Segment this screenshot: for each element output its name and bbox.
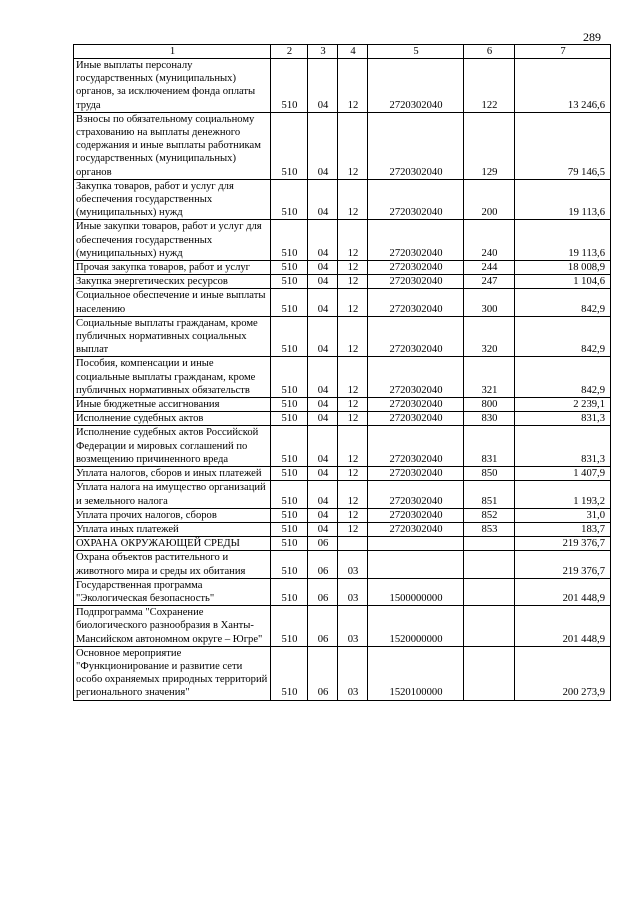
table-row <box>74 522 611 536</box>
cell-rz: 06 <box>308 578 338 605</box>
table-row <box>74 467 611 481</box>
cell-name: Государственная программа "Экологическая безопасность" <box>74 578 271 605</box>
cell-rz: 04 <box>308 481 338 508</box>
cell-csr: 2720302040 <box>368 220 464 261</box>
cell-pr: 12 <box>338 508 368 522</box>
table-row <box>74 357 611 398</box>
table-row <box>74 112 611 179</box>
cell-pr: 12 <box>338 357 368 398</box>
col-header-grbs: 2 <box>271 45 308 59</box>
cell-vr: 247 <box>464 275 515 289</box>
cell-vr: 851 <box>464 481 515 508</box>
cell-vr: 831 <box>464 426 515 467</box>
cell-name: ОХРАНА ОКРУЖАЮЩЕЙ СРЕДЫ <box>74 537 271 551</box>
cell-pr: 12 <box>338 179 368 220</box>
cell-csr: 2720302040 <box>368 398 464 412</box>
cell-vr <box>464 537 515 551</box>
cell-pr: 12 <box>338 522 368 536</box>
cell-rz: 04 <box>308 220 338 261</box>
table-row <box>74 606 611 647</box>
cell-sum: 19 113,6 <box>515 179 611 220</box>
cell-vr <box>464 551 515 578</box>
cell-name: Уплата иных платежей <box>74 522 271 536</box>
cell-grbs: 510 <box>271 59 308 113</box>
cell-vr: 850 <box>464 467 515 481</box>
cell-grbs: 510 <box>271 398 308 412</box>
cell-name: Социальное обеспечение и иные выплаты населению <box>74 289 271 316</box>
cell-sum: 831,3 <box>515 426 611 467</box>
table-row <box>74 537 611 551</box>
table-row <box>74 551 611 578</box>
cell-vr: 240 <box>464 220 515 261</box>
cell-rz: 04 <box>308 316 338 357</box>
cell-sum: 1 193,2 <box>515 481 611 508</box>
cell-rz: 06 <box>308 646 338 700</box>
cell-name: Уплата налога на имущество организаций и земельного налога <box>74 481 271 508</box>
cell-pr: 03 <box>338 578 368 605</box>
cell-name: Охрана объектов растительного и животного мира и среды их обитания <box>74 551 271 578</box>
cell-grbs: 510 <box>271 481 308 508</box>
cell-sum: 201 448,9 <box>515 578 611 605</box>
col-header-rz: 3 <box>308 45 338 59</box>
cell-pr: 12 <box>338 316 368 357</box>
cell-rz: 06 <box>308 606 338 647</box>
cell-csr: 2720302040 <box>368 426 464 467</box>
cell-name: Уплата налогов, сборов и иных платежей <box>74 467 271 481</box>
cell-name: Подпрограмма "Сохранение биологического разнообразия в Ханты-Мансийском автономном округе – Югре" <box>74 606 271 647</box>
cell-rz: 04 <box>308 398 338 412</box>
cell-name: Взносы по обязательному социальному страхованию на выплаты денежного содержания и иные выплаты работникам государственных (муниципальных) органов <box>74 112 271 179</box>
cell-pr: 12 <box>338 398 368 412</box>
cell-rz: 04 <box>308 275 338 289</box>
cell-rz: 06 <box>308 551 338 578</box>
cell-grbs: 510 <box>271 551 308 578</box>
cell-csr <box>368 551 464 578</box>
cell-grbs: 510 <box>271 112 308 179</box>
cell-name: Социальные выплаты гражданам, кроме публичных нормативных социальных выплат <box>74 316 271 357</box>
cell-name: Основное мероприятие "Функционирование и развитие сети особо охраняемых природных территорий регионального значения" <box>74 646 271 700</box>
cell-rz: 04 <box>308 179 338 220</box>
cell-grbs: 510 <box>271 289 308 316</box>
cell-grbs: 510 <box>271 261 308 275</box>
cell-vr: 321 <box>464 357 515 398</box>
cell-csr <box>368 537 464 551</box>
cell-vr: 300 <box>464 289 515 316</box>
cell-sum: 2 239,1 <box>515 398 611 412</box>
cell-sum: 219 376,7 <box>515 537 611 551</box>
cell-vr: 830 <box>464 412 515 426</box>
table-row <box>74 426 611 467</box>
cell-sum: 831,3 <box>515 412 611 426</box>
cell-csr: 2720302040 <box>368 412 464 426</box>
cell-grbs: 510 <box>271 357 308 398</box>
cell-sum: 1 104,6 <box>515 275 611 289</box>
cell-csr: 1520000000 <box>368 606 464 647</box>
cell-pr: 12 <box>338 426 368 467</box>
cell-name: Закупка энергетических ресурсов <box>74 275 271 289</box>
cell-csr: 2720302040 <box>368 112 464 179</box>
cell-pr: 12 <box>338 467 368 481</box>
table-row <box>74 179 611 220</box>
cell-name: Иные закупки товаров, работ и услуг для обеспечения государственных (муниципальных) нужд <box>74 220 271 261</box>
table-row <box>74 220 611 261</box>
cell-csr: 2720302040 <box>368 467 464 481</box>
cell-grbs: 510 <box>271 467 308 481</box>
cell-sum: 31,0 <box>515 508 611 522</box>
cell-pr: 03 <box>338 551 368 578</box>
cell-rz: 04 <box>308 59 338 113</box>
col-header-pr: 4 <box>338 45 368 59</box>
cell-pr: 12 <box>338 275 368 289</box>
cell-grbs: 510 <box>271 179 308 220</box>
cell-vr: 244 <box>464 261 515 275</box>
table-row <box>74 646 611 700</box>
cell-pr: 03 <box>338 606 368 647</box>
cell-rz: 04 <box>308 412 338 426</box>
cell-pr: 12 <box>338 261 368 275</box>
cell-vr <box>464 646 515 700</box>
cell-rz: 06 <box>308 537 338 551</box>
cell-grbs: 510 <box>271 537 308 551</box>
cell-pr: 12 <box>338 289 368 316</box>
cell-rz: 04 <box>308 522 338 536</box>
col-header-vr: 6 <box>464 45 515 59</box>
cell-sum: 842,9 <box>515 316 611 357</box>
cell-grbs: 510 <box>271 508 308 522</box>
page-number: 289 <box>583 30 601 44</box>
cell-grbs: 510 <box>271 426 308 467</box>
cell-csr: 2720302040 <box>368 357 464 398</box>
cell-sum: 219 376,7 <box>515 551 611 578</box>
cell-name: Пособия, компенсации и иные социальные выплаты гражданам, кроме публичных нормативных обязательств <box>74 357 271 398</box>
cell-csr: 2720302040 <box>368 261 464 275</box>
cell-grbs: 510 <box>271 646 308 700</box>
table-row <box>74 398 611 412</box>
cell-rz: 04 <box>308 112 338 179</box>
cell-rz: 04 <box>308 261 338 275</box>
cell-csr: 2720302040 <box>368 508 464 522</box>
table-row <box>74 578 611 605</box>
cell-vr: 122 <box>464 59 515 113</box>
cell-vr: 320 <box>464 316 515 357</box>
cell-pr: 03 <box>338 646 368 700</box>
cell-name: Закупка товаров, работ и услуг для обеспечения государственных (муниципальных) нужд <box>74 179 271 220</box>
cell-csr: 2720302040 <box>368 522 464 536</box>
cell-name: Иные бюджетные ассигнования <box>74 398 271 412</box>
cell-grbs: 510 <box>271 522 308 536</box>
table-row <box>74 261 611 275</box>
table-row <box>74 316 611 357</box>
cell-vr: 852 <box>464 508 515 522</box>
col-header-sum: 7 <box>515 45 611 59</box>
cell-vr <box>464 606 515 647</box>
cell-rz: 04 <box>308 508 338 522</box>
cell-sum: 79 146,5 <box>515 112 611 179</box>
cell-name: Исполнение судебных актов <box>74 412 271 426</box>
cell-csr: 2720302040 <box>368 275 464 289</box>
cell-pr: 12 <box>338 112 368 179</box>
cell-grbs: 510 <box>271 412 308 426</box>
table-row <box>74 481 611 508</box>
cell-vr: 129 <box>464 112 515 179</box>
cell-sum: 13 246,6 <box>515 59 611 113</box>
cell-grbs: 510 <box>271 275 308 289</box>
cell-vr: 200 <box>464 179 515 220</box>
cell-csr: 1520100000 <box>368 646 464 700</box>
cell-grbs: 510 <box>271 316 308 357</box>
cell-name: Уплата прочих налогов, сборов <box>74 508 271 522</box>
cell-pr: 12 <box>338 412 368 426</box>
table-row <box>74 289 611 316</box>
cell-pr: 12 <box>338 59 368 113</box>
table-row <box>74 59 611 113</box>
cell-sum: 842,9 <box>515 357 611 398</box>
cell-csr: 2720302040 <box>368 316 464 357</box>
cell-csr: 2720302040 <box>368 59 464 113</box>
cell-sum: 201 448,9 <box>515 606 611 647</box>
col-header-csr: 5 <box>368 45 464 59</box>
cell-name: Иные выплаты персоналу государственных (муниципальных) органов, за исключением фонда оплаты труда <box>74 59 271 113</box>
cell-sum: 19 113,6 <box>515 220 611 261</box>
col-header-name: 1 <box>74 45 271 59</box>
budget-table <box>73 44 611 701</box>
cell-rz: 04 <box>308 357 338 398</box>
cell-csr: 2720302040 <box>368 289 464 316</box>
cell-sum: 842,9 <box>515 289 611 316</box>
cell-vr <box>464 578 515 605</box>
cell-sum: 200 273,9 <box>515 646 611 700</box>
table-row <box>74 275 611 289</box>
table-row <box>74 412 611 426</box>
cell-grbs: 510 <box>271 578 308 605</box>
header-row <box>74 45 611 59</box>
cell-name: Исполнение судебных актов Российской Федерации и мировых соглашений по возмещению причиненного вреда <box>74 426 271 467</box>
cell-rz: 04 <box>308 426 338 467</box>
cell-rz: 04 <box>308 289 338 316</box>
cell-sum: 1 407,9 <box>515 467 611 481</box>
cell-vr: 800 <box>464 398 515 412</box>
cell-name: Прочая закупка товаров, работ и услуг <box>74 261 271 275</box>
cell-grbs: 510 <box>271 606 308 647</box>
cell-csr: 1500000000 <box>368 578 464 605</box>
table-row <box>74 508 611 522</box>
cell-pr: 12 <box>338 220 368 261</box>
cell-csr: 2720302040 <box>368 481 464 508</box>
table-body <box>74 59 611 701</box>
cell-csr: 2720302040 <box>368 179 464 220</box>
cell-rz: 04 <box>308 467 338 481</box>
cell-pr <box>338 537 368 551</box>
cell-pr: 12 <box>338 481 368 508</box>
cell-grbs: 510 <box>271 220 308 261</box>
cell-vr: 853 <box>464 522 515 536</box>
cell-sum: 183,7 <box>515 522 611 536</box>
cell-sum: 18 008,9 <box>515 261 611 275</box>
